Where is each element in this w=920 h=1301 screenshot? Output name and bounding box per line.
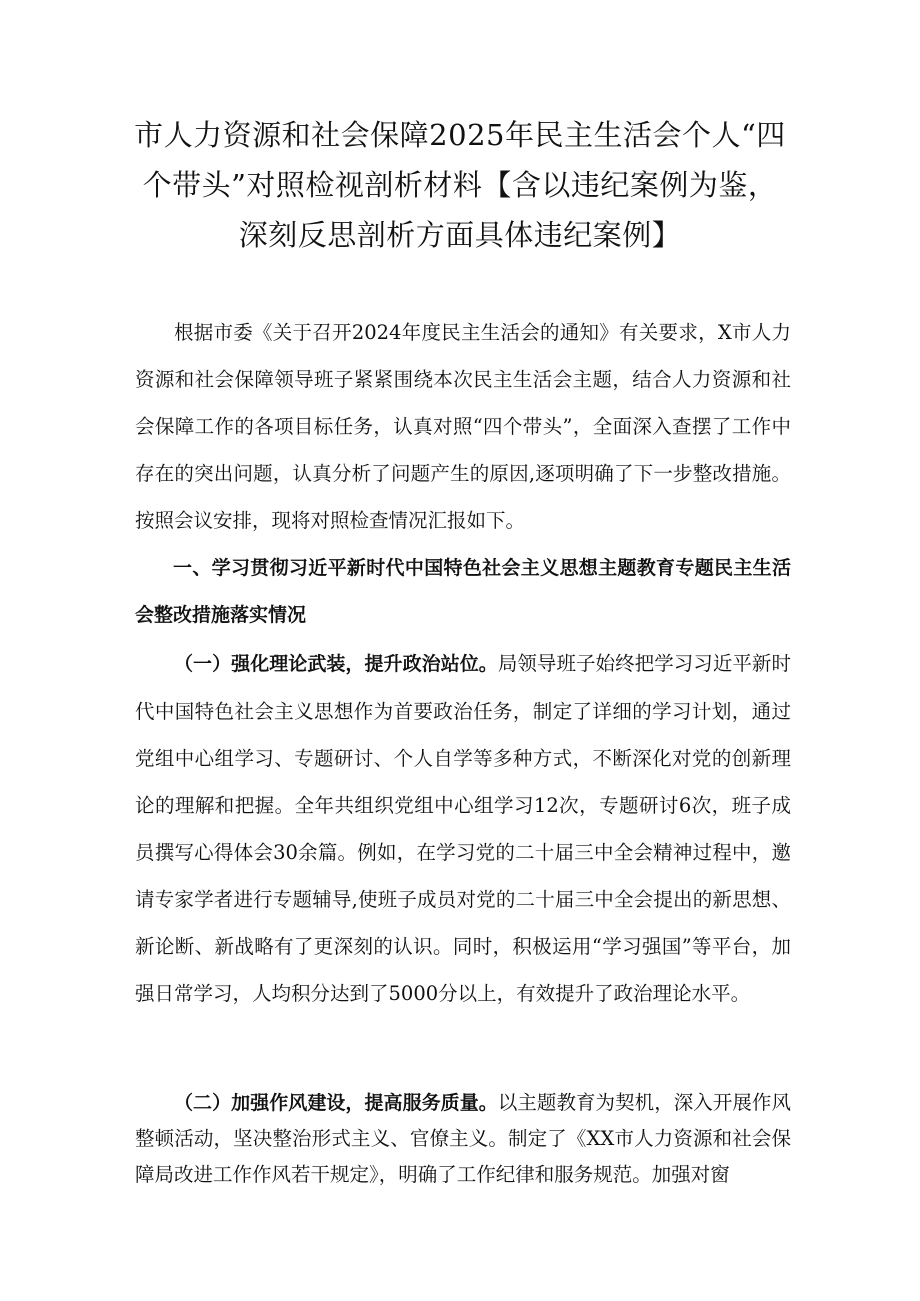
subsection-2-lead: （二）加强作风建设，提高服务质量。 — [174, 1092, 498, 1114]
document-title: 市人力资源和社会保障2025年民主生活会个人“四个带头”对照检视剖析材料【含以违纪案例为鉴，深刻反思剖析方面具体违纪案例】 — [134, 118, 786, 252]
subsection-2-paragraph — [135, 1085, 791, 1193]
intro-paragraph: 根据市委《关于召开2024年度民主生活会的通知》有关要求，X市人力资源和社会保障领导班子紧紧围绕本次民主生活会主题，结合人力资源和社会保障工作的各项目标任务，认真对照“四个带头”，全面深入查摆了工作中存在的突出问题，认真分析了问题产生的原因,逐项明确了下一步整改措施。按照会议安排，现将对照检查情况汇报如下。 — [135, 321, 791, 532]
subsection-2-body: 以主题教育为契机，深入开展作风整顿活动，坚决整治形式主义、官僚主义。制定了《XX市人力资源和社会保障局改进工作作风若干规定》，明确了工作纪律和服务规范。加强对窗 — [135, 1091, 791, 1186]
section-heading: 一、学习贯彻习近平新时代中国特色社会主义思想主题教育专题民主生活会整改措施落实情况 — [135, 557, 791, 626]
subsection-1-body: 局领导班子始终把学习习近平新时代中国特色社会主义思想作为首要政治任务，制定了详细的学习计划，通过党组中心组学习、专题研讨、个人自学等多种方式，不断深化对党的创新理论的理解和把握。全年共组织党组中心组学习12次，专题研讨6次，班子成员撰写心得体会30余篇。例如，在学习党的二十届三中全会精神过程中，邀请专家学者进行专题辅导,使班子成员对党的二十届三中全会提出的新思想、新论断、新战略有了更深刻的认识。同时，积极运用“学习强国”等平台，加强日常学习，人均积分达到了5000分以上，有效提升了政治理论水平。 — [135, 652, 791, 1005]
subsection-1-paragraph — [135, 640, 791, 1017]
subsection-1-lead: （一）强化理论武装，提升政治站位。 — [174, 653, 498, 675]
